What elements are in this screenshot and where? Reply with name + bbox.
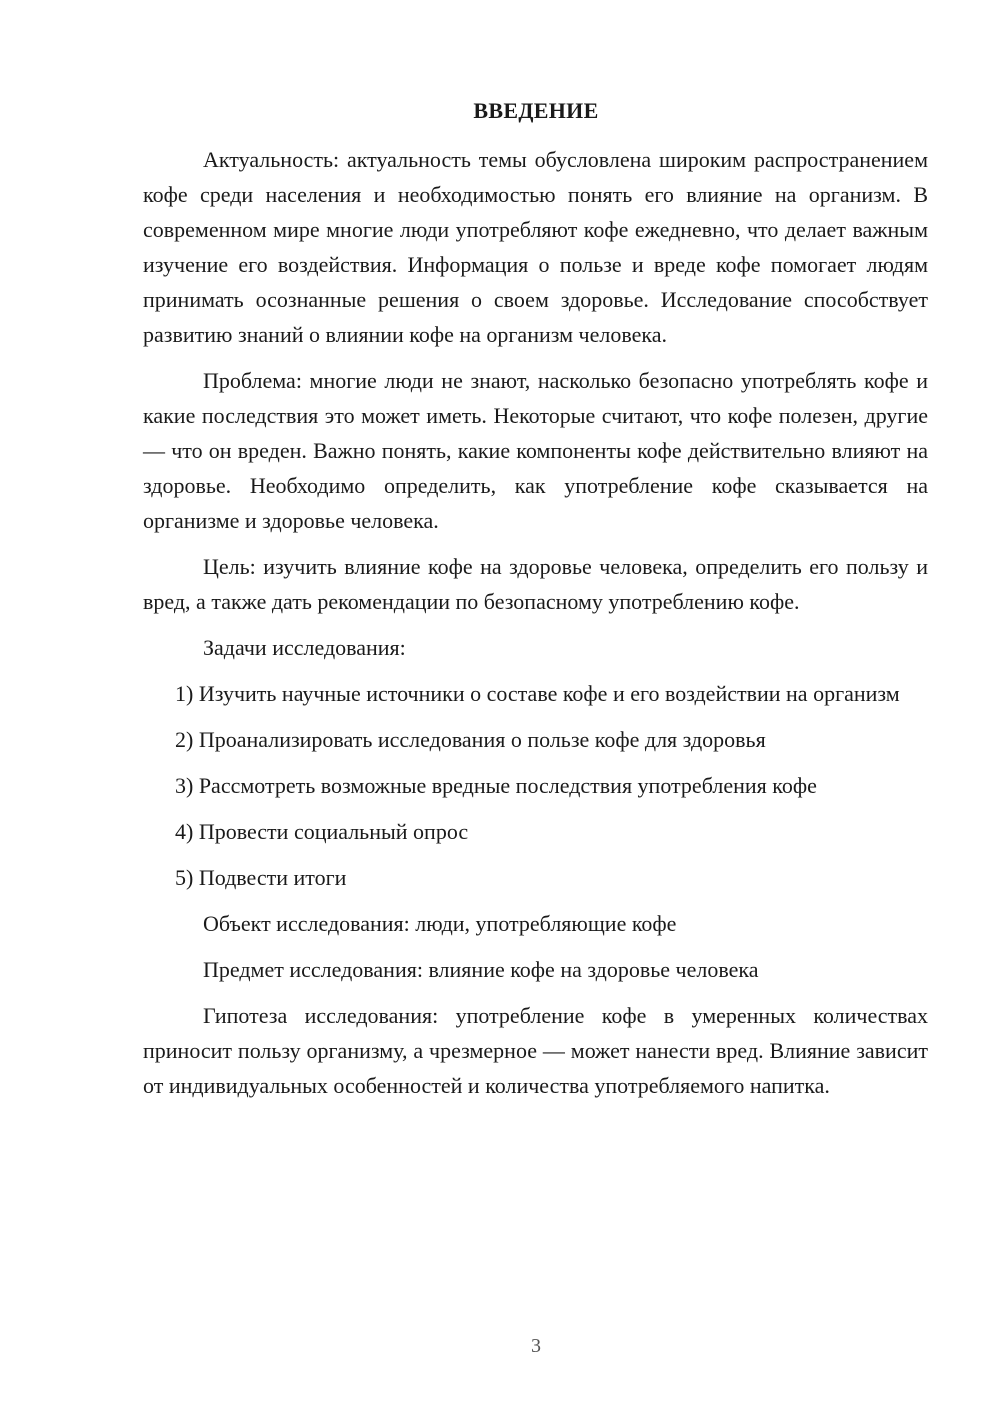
tasks-heading: Задачи исследования: [203, 635, 406, 660]
page-number: 3 [531, 1335, 541, 1357]
task-item-1: 1) Изучить научные источники о составе кофе и его воздействии на организм [175, 681, 900, 706]
relevance-paragraph: Актуальность: актуальность темы обусловлена широким распространением кофе среди населения и необходимостью понять его влияние на организм. В современном мире многие люди употребляют кофе ежедневно, что делает важным изучение его воздействия. Информация о пользе и вреде кофе помогает людям принимать осознанные решения о своем здоровье. Исследование способствует развитию знаний о влиянии кофе на организм человека. [143, 147, 928, 347]
task-item-3: 3) Рассмотреть возможные вредные последствия употребления кофе [175, 773, 817, 798]
task-item-5: 5) Подвести итоги [175, 865, 347, 890]
hypothesis-paragraph: Гипотеза исследования: употребление кофе в умеренных количествах приносит пользу организму, а чрезмерное — может нанести вред. Влияние зависит от индивидуальных особенностей и количества употребляемого напитка. [143, 1003, 928, 1098]
goal-paragraph: Цель: изучить влияние кофе на здоровье человека, определить его пользу и вред, а также дать рекомендации по безопасному употреблению кофе. [143, 554, 928, 614]
task-item-2: 2) Проанализировать исследования о пользе кофе для здоровья [175, 727, 766, 752]
object-paragraph: Объект исследования: люди, употребляющие кофе [203, 911, 677, 936]
task-item-4: 4) Провести социальный опрос [175, 819, 469, 844]
body-text [143, 142, 928, 1114]
subject-paragraph: Предмет исследования: влияние кофе на здоровье человека [203, 957, 759, 982]
section-title: ВВЕДЕНИЕ [473, 98, 599, 123]
problem-paragraph: Проблема: многие люди не знают, насколько безопасно употреблять кофе и какие последствия это может иметь. Некоторые считают, что кофе полезен, другие — что он вреден. Важно понять, какие компоненты кофе действительно влияют на здоровье. Необходимо определить, как употребление кофе сказывается на организме и здоровье человека. [143, 368, 928, 533]
